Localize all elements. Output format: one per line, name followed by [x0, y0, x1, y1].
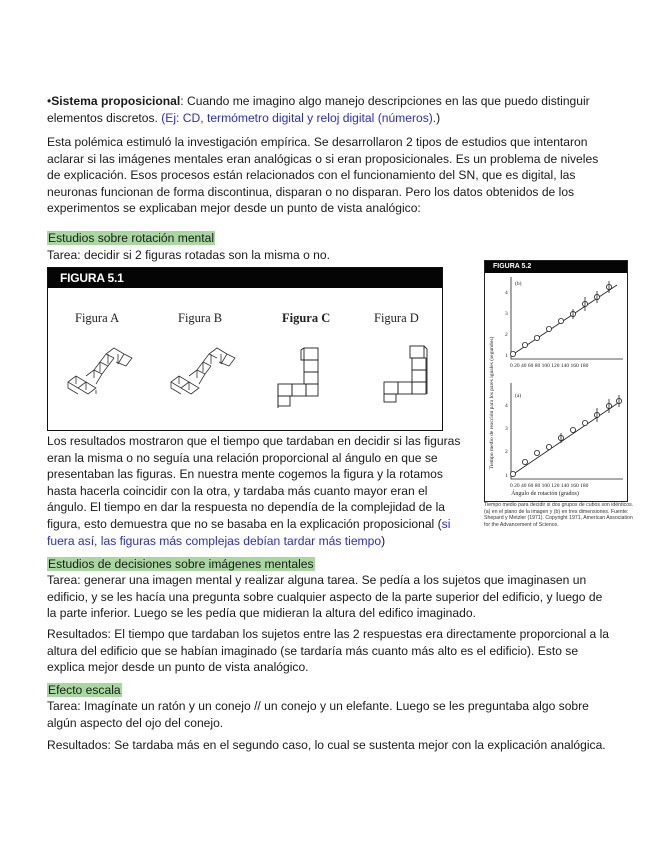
- svg-text:4: 4: [505, 290, 508, 296]
- svg-text:0 20 40 60 80 100 120 140 160: 0 20 40 60 80 100 120 140 160 180: [510, 363, 589, 369]
- svg-text:2: 2: [505, 332, 508, 338]
- panel-b-label: (b): [515, 281, 522, 287]
- cube-figure-d-icon: [378, 344, 438, 404]
- svg-text:4: 4: [505, 403, 508, 409]
- highlighted-heading: Estudios sobre rotación mental: [48, 231, 215, 245]
- highlighted-heading: Efecto escala: [48, 683, 121, 697]
- results-escala: Resultados: Se tardaba más en el segundo caso, lo cual se sustenta mejor con la explicación analógica.: [47, 738, 606, 752]
- panel-b-plot: [510, 277, 623, 359]
- svg-text:2: 2: [505, 449, 508, 455]
- results-decisiones: Resultados: El tiempo que tardaban los sujetos entre las 2 respuestas era directamente proporcional a la altura del edificio que se habían imaginado (se tardaría más cuanto más alto es el edificio). Esto se explica mejor desde un punto de vista analógico.: [47, 627, 610, 675]
- highlighted-heading: Estudios de decisiones sobre imágenes mentales: [48, 557, 314, 571]
- figure-5-2-title: FIGURA 5.2: [485, 261, 627, 273]
- cube-figure-a-icon: [63, 340, 138, 400]
- y-axis-label: Tiempo medio de reacción para los pares iguales (segundos): [489, 336, 495, 470]
- figure-5-1-title: FIGURA 5.1: [48, 268, 442, 288]
- svg-text:3: 3: [505, 426, 508, 432]
- task-escala: Tarea: Imagínate un ratón y un conejo // un conejo y un elefante. Luego se les preguntaba algo sobre algún aspecto del ojo del conejo.: [47, 699, 589, 730]
- polemica-paragraph: Esta polémica estimuló la investigación empírica. Se desarrollaron 2 tipos de estudios que intentaron aclarar si las imágenes mentales eran analógicas o si eran proposicionales. Es un problema de niveles de explicación. Esos procesos están relacionados con el funcionamiento del SN, que es digital, las neuronas funcionan de forma discontinua, disparan o no disparan. Pero los datos obtenidos de los experimentos se explicaban mejor desde un punto de vista analógico:: [47, 135, 599, 216]
- results-rotacion: [47, 433, 467, 549]
- figure-d-label: Figura D: [374, 311, 419, 325]
- cube-figure-b-icon: [166, 342, 241, 402]
- section-heading-rotacion: [47, 230, 215, 247]
- bullet: •: [47, 94, 52, 108]
- figure-5-1: [47, 267, 443, 431]
- paren-close: ): [381, 533, 386, 548]
- task-rotacion: Tarea: decidir si 2 figuras rotadas son la misma o no.: [47, 248, 330, 262]
- svg-text:1: 1: [505, 473, 508, 479]
- figure-a-label: Figura A: [75, 311, 120, 325]
- figure-c-label: Figura C: [282, 311, 331, 325]
- sistema-proposicional-paragraph: [47, 93, 612, 126]
- results-blue-note: si fuera así, las figuras más complejas debían tardar más tiempo: [47, 516, 451, 548]
- bold-term: Sistema proposicional: [51, 94, 181, 108]
- panel-a-label: (a): [515, 393, 522, 399]
- figure-5-2-caption: Tiempo medio para decidir si dos grupos de cubos son idénticos. (a) en el plano de la imagen y (b) en tres dimensiones. Fuente: Shepard y Metzler (1971). Copyright 1971, American Association for the Advancement of Science.: [484, 502, 634, 528]
- figure-5-2: [484, 260, 628, 502]
- paren-close: ): [436, 110, 441, 125]
- figure-b-label: Figura B: [178, 311, 223, 325]
- svg-text:3: 3: [505, 311, 508, 317]
- paragraph-text: : Cuando me imagino algo manejo descripciones en las que puedo distinguir elementos discretos.: [47, 94, 590, 125]
- svg-text:1: 1: [505, 353, 508, 359]
- example-text: (Ej: CD, termómetro digital y reloj digital (números).: [161, 110, 437, 125]
- rotation-reaction-time-chart: [485, 273, 627, 501]
- section-heading-escala: [47, 682, 122, 699]
- section-heading-decisiones: [47, 556, 315, 573]
- x-axis-label: Ángulo de rotación (grados): [511, 491, 579, 497]
- results-text: Los resultados mostraron que el tiempo que tardaban en decidir si las figuras eran la misma o no seguía una relación proporcional al ángulo en que se presentaban las figuras. En nuestra mente cogemos la figura y la rotamos hasta hacerla coincidir con la otra, y tardaba más cuanto mayor eran el ángulo. El tiempo en dar la respuesta no dependía de la complejidad de la figura, esto demuestra que no se basaba en la explicación proposicional (: [47, 434, 461, 531]
- panel-a-plot: [510, 383, 623, 479]
- cube-figure-c-icon: [276, 346, 336, 408]
- svg-text:0 20 40 60 80 100 120 140 160: 0 20 40 60 80 100 120 140 160 180: [510, 483, 589, 489]
- task-decisiones: Tarea: generar una imagen mental y realizar alguna tarea. Se pedía a los sujetos que imaginasen un edificio, y se les hacía una pregunta sobre cualquier aspecto de la parte superior del edificio, y luego de la parte inferior. Luego se les pedía que midieran la altura del edifico imaginado.: [47, 573, 603, 621]
